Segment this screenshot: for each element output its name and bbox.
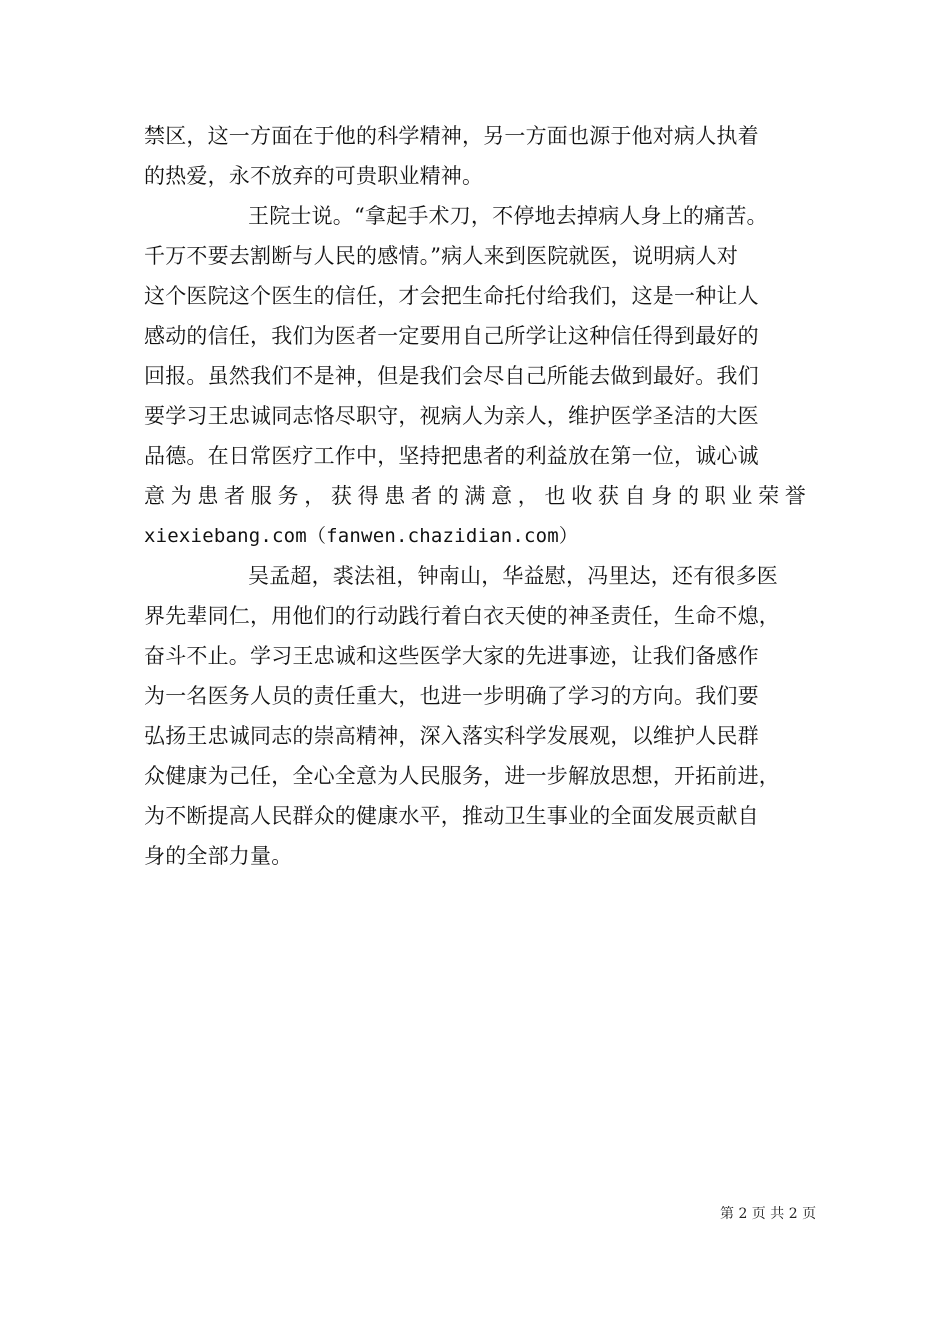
text-line: 为一名医务人员的责任重大，也进一步明确了学习的方向。我们要	[144, 684, 759, 708]
source-link-text: xiexiebang.com（fanwen.chazidian.com）	[144, 525, 579, 547]
text-line: 身的全部力量。	[144, 844, 293, 868]
document-body	[144, 116, 806, 876]
text-line: 界先辈同仁，用他们的行动践行着白衣天使的神圣责任，生命不熄，	[144, 604, 780, 628]
text-line: 回报。虽然我们不是神，但是我们会尽自己所能去做到最好。我们	[144, 364, 759, 388]
text-line: 禁区，这一方面在于他的科学精神，另一方面也源于他对病人执着	[144, 124, 759, 148]
text-line: 吴孟超，裘法祖，钟南山，华益慰，冯里达，还有很多医	[248, 564, 778, 588]
text-line: 意为患者服务，获得患者的满意，也收获自身的职业荣誉	[144, 484, 806, 508]
page-number-footer: 第 2 页 共 2 页	[720, 1206, 817, 1222]
text-line: 感动的信任，我们为医者一定要用自己所学让这种信任得到最好的	[144, 324, 759, 348]
text-line: 要学习王忠诚同志恪尽职守，视病人为亲人，维护医学圣洁的大医	[144, 404, 759, 428]
text-line: 的热爱，永不放弃的可贵职业精神。	[144, 164, 484, 188]
text-line: 众健康为己任，全心全意为人民服务，进一步解放思想，开拓前进，	[144, 764, 780, 788]
text-line: 弘扬王忠诚同志的崇高精神，深入落实科学发展观，以维护人民群	[144, 724, 759, 748]
text-line: 千万不要去割断与人民的感情。”病人来到医院就医，说明病人对	[144, 244, 739, 268]
text-line: 王院士说。“拿起手术刀，不停地去掉病人身上的痛苦。	[248, 204, 768, 228]
text-line: 这个医院这个医生的信任，才会把生命托付给我们，这是一种让人	[144, 284, 759, 308]
text-line: 为不断提高人民群众的健康水平，推动卫生事业的全面发展贡献自	[144, 804, 759, 828]
text-line: 品德。在日常医疗工作中，坚持把患者的利益放在第一位，诚心诚	[144, 444, 759, 468]
text-line: 奋斗不止。学习王忠诚和这些医学大家的先进事迹，让我们备感作	[144, 644, 759, 668]
